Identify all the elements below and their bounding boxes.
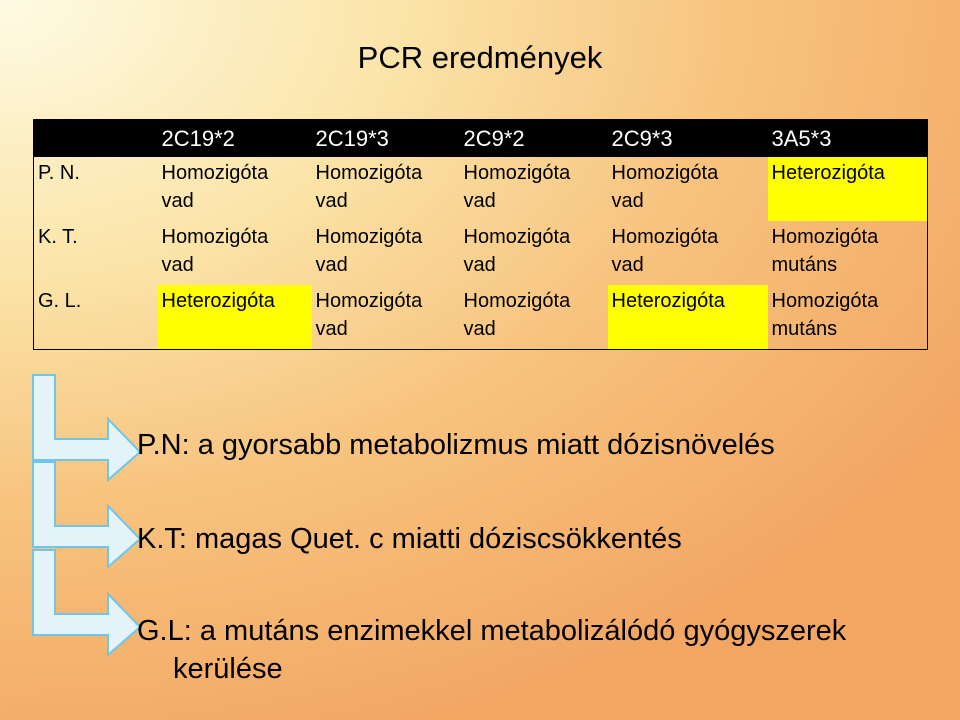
result-text: vad [315,254,348,276]
result-text: Heterozigóta [161,290,275,312]
result-cell [608,221,768,285]
result-text: vad [161,254,194,276]
result-text: vad [463,190,496,212]
result-text: Homozigóta [315,226,423,248]
result-text: vad [463,254,496,276]
result-text: Homozigóta [771,290,879,312]
note-pn [137,426,775,464]
table-row [34,157,928,221]
result-text: vad [463,318,496,340]
result-text: Homozigóta [771,226,879,248]
table-row [34,221,928,285]
result-cell [460,285,608,350]
result-text: Heterozigóta [611,290,725,312]
result-text: mutáns [771,318,838,340]
result-cell [158,221,312,285]
table-row [34,285,928,350]
page-title: PCR eredmények [357,40,603,75]
result-text: Homozigóta [315,162,423,184]
header-cell [34,120,158,158]
header-cell: 2C9*2 [460,120,608,158]
result-text: mutáns [771,254,838,276]
result-text: vad [611,254,644,276]
result-cell [312,285,460,350]
note-kt [137,520,682,558]
note-gl [137,612,846,688]
result-cell [768,285,928,350]
result-text: Homozigóta [161,162,269,184]
result-cell [608,157,768,221]
result-text: Homozigóta [611,162,719,184]
row-label: P. N. [38,162,80,184]
result-text: Homozigóta [611,226,719,248]
result-cell [312,221,460,285]
result-text: Homozigóta [463,290,571,312]
header-cell: 3A5*3 [768,120,928,158]
note-continuation: kerülése [173,653,283,685]
table-body [34,157,928,350]
note-text: P.N: a gyorsabb metabolizmus miatt dózisnövelés [137,429,775,461]
header-cell: 2C9*3 [608,120,768,158]
result-text: Homozigóta [315,290,423,312]
result-text: Heterozigóta [771,162,885,184]
table-header-row [34,120,928,158]
result-cell [312,157,460,221]
result-text: Homozigóta [161,226,269,248]
result-text: Homozigóta [463,162,571,184]
bent-arrow-icon [30,547,145,657]
header-cell: 2C19*3 [312,120,460,158]
result-text: vad [315,190,348,212]
result-text: vad [161,190,194,212]
result-cell [158,157,312,221]
result-cell [460,221,608,285]
result-cell [768,221,928,285]
result-cell [158,285,312,350]
result-text: vad [315,318,348,340]
note-text: K.T: magas Quet. c miatti dóziscsökkentés [137,523,682,555]
row-label: G. L. [38,290,82,312]
row-label: K. T. [38,226,78,248]
result-cell [608,285,768,350]
header-cell: 2C19*2 [158,120,312,158]
note-text: G.L: a mutáns enzimekkel metabolizálódó gyógyszerek [137,615,847,647]
pcr-results-table [33,119,928,350]
result-text: Homozigóta [463,226,571,248]
result-cell [768,157,928,221]
result-text: vad [611,190,644,212]
result-cell [460,157,608,221]
